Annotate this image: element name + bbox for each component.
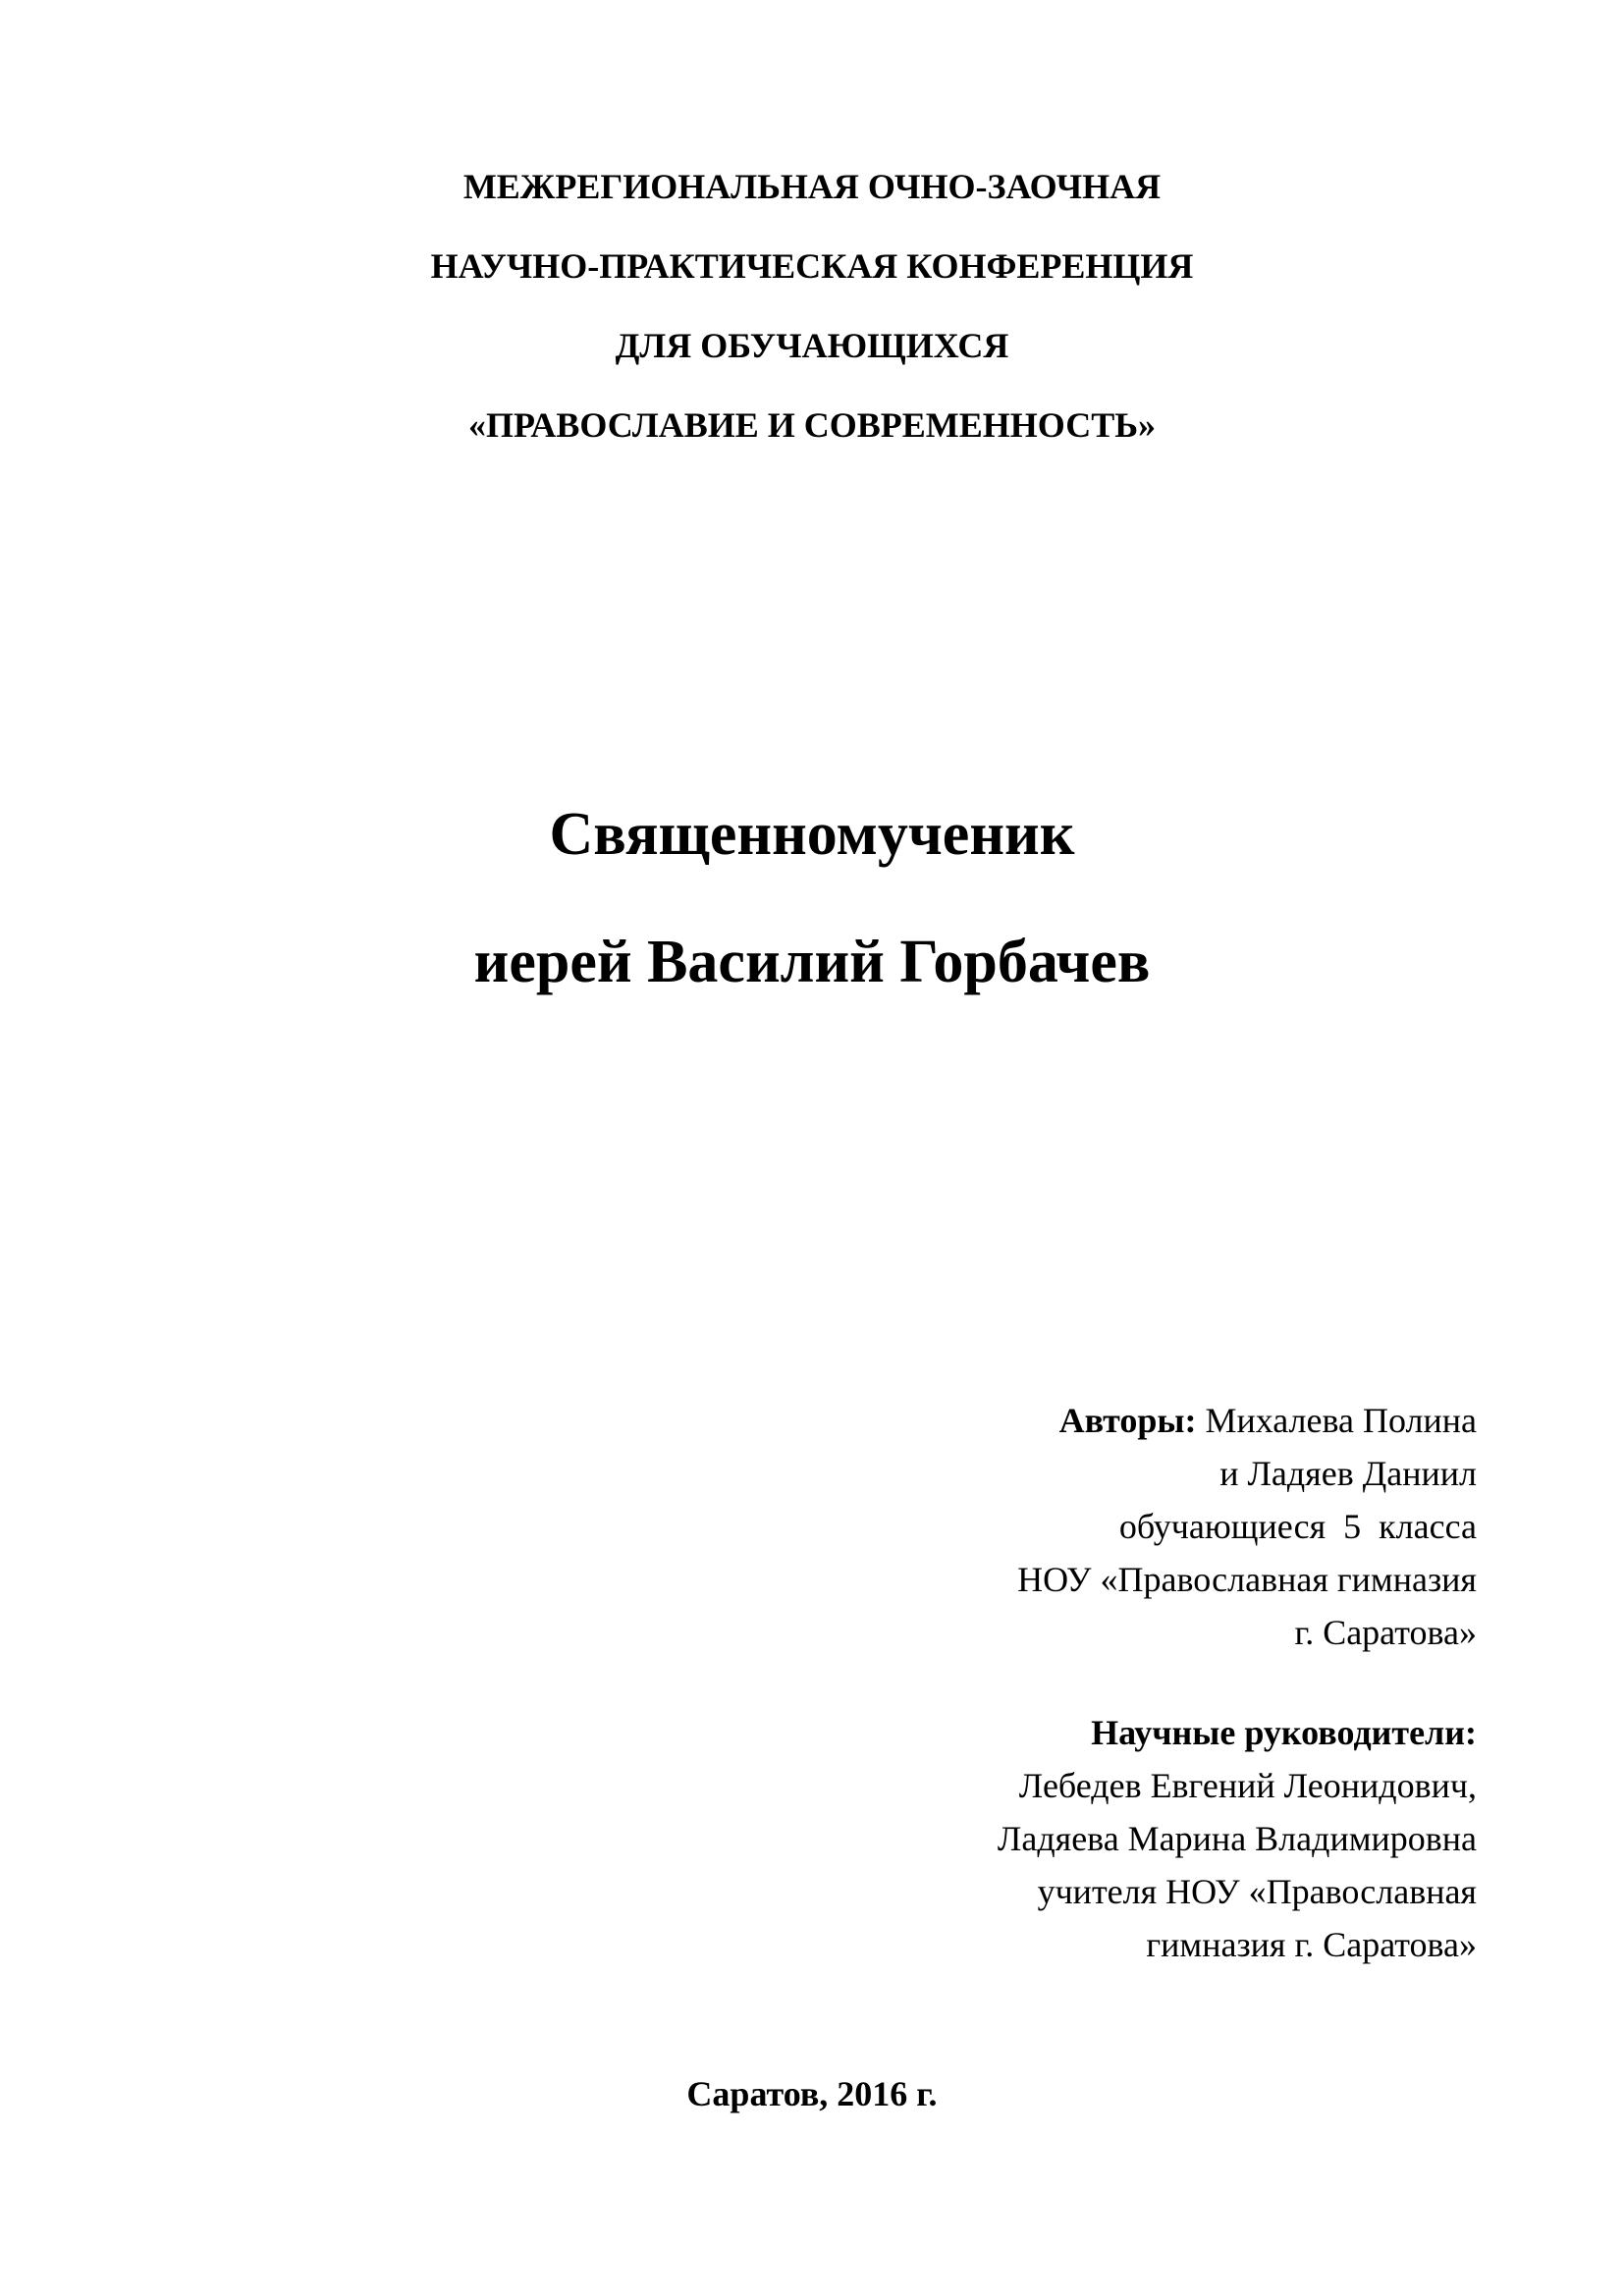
authors-block [789,1394,1477,1659]
authors-line: и Ладяев Даниил [1219,1454,1477,1493]
conference-header [0,147,1624,465]
authors-label: Авторы: [1058,1401,1197,1440]
title-line: иерей Василий Горбачев [473,929,1151,995]
place-year: Саратов, 2016 г. [686,2074,938,2113]
conference-line: «ПРАВОСЛАВИЕ И СОВРЕМЕННОСТЬ» [467,405,1157,445]
authors-line: обучающиеся 5 класса [1118,1507,1477,1546]
supervisors-line: Ладяева Марина Владимировна [997,1819,1477,1858]
conference-line: ДЛЯ ОБУЧАЮЩИХСЯ [615,326,1009,365]
authors-line: НОУ «Православная гимназия [1017,1560,1477,1599]
supervisors-line: учителя НОУ «Православная [1037,1872,1477,1911]
authors-line: г. Саратова» [1294,1613,1477,1652]
supervisors-line: гимназия г. Саратова» [1146,1925,1477,1964]
authors-name: Михалева Полина [1196,1401,1477,1440]
supervisors-label: Научные руководители: [1091,1713,1477,1752]
supervisors-block [789,1706,1477,1971]
title-line: Священномученик [549,801,1075,868]
document-title [0,771,1624,1026]
conference-line: МЕЖРЕГИОНАЛЬНАЯ ОЧНО-ЗАОЧНАЯ [462,167,1162,206]
authors-first-line [789,1394,1477,1447]
supervisors-line: Лебедев Евгений Леонидович, [1018,1766,1477,1805]
conference-line: НАУЧНО-ПРАКТИЧЕСКАЯ КОНФЕРЕНЦИЯ [430,246,1194,286]
